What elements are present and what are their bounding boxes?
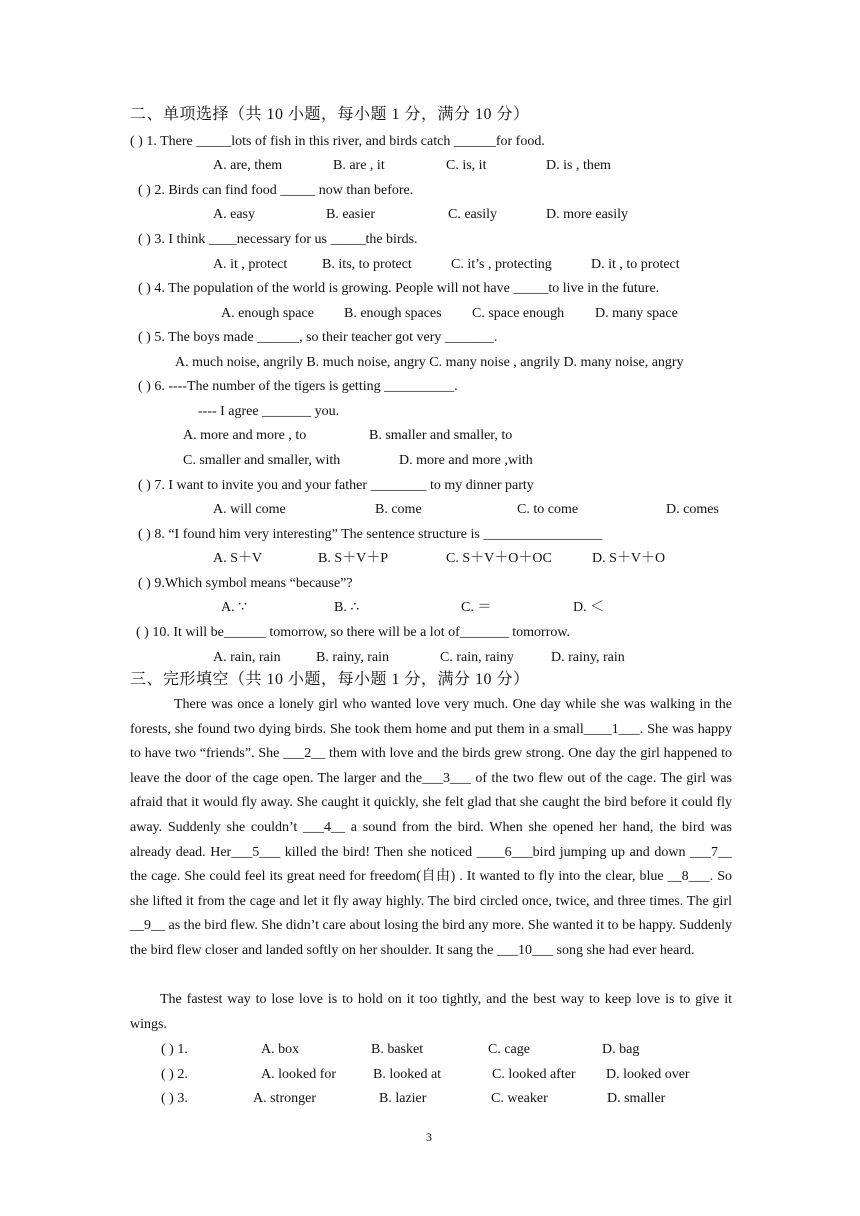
cloze-item-1-option-a: A. box — [261, 1042, 300, 1057]
question-7-option-c: C. to come — [517, 502, 579, 517]
question-10-option-b: B. rainy, rain — [316, 650, 389, 665]
question-10-option-d: D. rainy, rain — [551, 650, 625, 665]
cloze-conclusion: The fastest way to lose love is to hold on it too tightly, and the best way to keep love is to give it wings. — [130, 992, 732, 1032]
cloze-item-3-option-b: B. lazier — [379, 1091, 427, 1106]
question-1-stem: ( ) 1. There _____lots of fish in this river, and birds catch ______for food. — [130, 134, 545, 149]
question-9-option-b: B. ∴ — [334, 600, 360, 615]
question-6-option-a: A. more and more , to — [183, 428, 307, 443]
question-2-stem: ( ) 2. Birds can find food _____ now than before. — [138, 183, 414, 198]
question-9-option-d: D. ＜ — [573, 600, 605, 615]
cloze-item-1-stem: ( ) 1. — [161, 1042, 188, 1057]
question-3-option-a: A. it , protect — [213, 257, 288, 272]
question-1-option-a: A. are, them — [213, 158, 283, 173]
question-2-option-c: C. easily — [448, 207, 497, 222]
cloze-item-2-option-a: A. looked for — [261, 1067, 337, 1082]
question-3-option-d: D. it , to protect — [591, 257, 680, 272]
question-10-option-c: C. rain, rainy — [440, 650, 514, 665]
question-4-option-d: D. many space — [595, 306, 678, 321]
question-6-reply: ---- I agree _______ you. — [198, 404, 340, 419]
question-4-option-c: C. space enough — [472, 306, 565, 321]
page-number: 3 — [426, 1130, 432, 1144]
section-2-heading: 二、单项选择（共 10 小题，每小题 1 分，满分 10 分） — [130, 106, 530, 123]
question-6-option-c: C. smaller and smaller, with — [183, 453, 341, 468]
question-7-option-b: B. come — [375, 502, 422, 517]
question-6-option-d: D. more and more ,with — [399, 453, 533, 468]
question-9-stem: ( ) 9.Which symbol means “because”? — [138, 576, 353, 591]
question-6-stem: ( ) 6. ----The number of the tigers is getting __________. — [138, 379, 458, 394]
question-5-options: A. much noise, angrily B. much noise, angry C. many noise , angrily D. many noise, angry — [175, 355, 684, 370]
question-10-option-a: A. rain, rain — [213, 650, 281, 665]
cloze-item-3-option-d: D. smaller — [607, 1091, 666, 1106]
cloze-item-2-stem: ( ) 2. — [161, 1067, 188, 1082]
question-1-option-d: D. is , them — [546, 158, 611, 173]
question-7-option-a: A. will come — [213, 502, 286, 517]
question-4-option-a: A. enough space — [221, 306, 314, 321]
question-2-option-d: D. more easily — [546, 207, 629, 222]
section-3-heading: 三、完形填空（共 10 小题，每小题 1 分，满分 10 分） — [130, 671, 530, 688]
question-10-stem: ( ) 10. It will be______ tomorrow, so there will be a lot of_______ tomorrow. — [136, 625, 571, 640]
cloze-item-1-option-b: B. basket — [371, 1042, 424, 1057]
cloze-item-3-option-a: A. stronger — [253, 1091, 316, 1106]
cloze-item-2-option-d: D. looked over — [606, 1067, 690, 1082]
question-3-stem: ( ) 3. I think ____necessary for us _____the birds. — [138, 232, 418, 247]
question-4-option-b: B. enough spaces — [344, 306, 442, 321]
cloze-item-1-option-c: C. cage — [488, 1042, 530, 1057]
question-6-option-b: B. smaller and smaller, to — [369, 428, 513, 443]
question-3-option-c: C. it’s , protecting — [451, 257, 552, 272]
question-8-option-a: A. S＋V — [213, 551, 263, 566]
cloze-item-2-option-c: C. looked after — [492, 1067, 576, 1082]
question-8-option-b: B. S＋V＋P — [318, 551, 389, 566]
cloze-item-3-stem: ( ) 3. — [161, 1091, 188, 1106]
cloze-item-2-option-b: B. looked at — [373, 1067, 442, 1082]
question-9-option-c: C. ＝ — [461, 600, 492, 615]
question-2-option-a: A. easy — [213, 207, 255, 222]
question-3-option-b: B. its, to protect — [322, 257, 412, 272]
question-2-option-b: B. easier — [326, 207, 375, 222]
cloze-passage: There was once a lonely girl who wanted love very much. One day while she was walking in the forests, she found two dying birds. She took them home and put them in a small____1___. She was happy to have two “friends”. She ___2__ them with love and the birds grew strong. One day the girl happened to leave the door of the cage open. The larger and the___3___ of the two flew out of the cage. The girl was afraid that it would fly away. She caught it quickly, she felt glad that she caught the bird before it could fly away. Suddenly she couldn’t ___4__ a sound from the bird. When she opened her hand, the bird was already dead. Her___5___ killed the bird! Then she noticed ____6___bird jumping up and down ___7__ the cage. She could feel its great need for freedom(自由) . It wanted to fly into the clear, blue __8___. So she lifted it from the cage and let it fly away highly. The bird circled once, twice, and three times. The girl __9__ as the bird flew. She didn’t care about losing the bird any more. She wanted it to be happy. Suddenly the bird flew closer and landed softly on her shoulder. It sang the ___10___ song she had ever heard. — [130, 697, 732, 958]
question-7-option-d: D. comes — [666, 502, 719, 517]
cloze-item-3-option-c: C. weaker — [491, 1091, 548, 1106]
question-8-option-c: C. S＋V＋O＋OC — [446, 551, 552, 566]
question-9-option-a: A. ∵ — [221, 600, 248, 615]
question-4-stem: ( ) 4. The population of the world is growing. People will not have _____to live in the future. — [138, 281, 660, 296]
question-7-stem: ( ) 7. I want to invite you and your father ________ to my dinner party — [138, 478, 534, 493]
question-5-stem: ( ) 5. The boys made ______, so their teacher got very _______. — [138, 330, 498, 345]
question-1-option-b: B. are , it — [333, 158, 385, 173]
question-8-option-d: D. S＋V＋O — [592, 551, 666, 566]
question-1-option-c: C. is, it — [446, 158, 487, 173]
cloze-item-1-option-d: D. bag — [602, 1042, 640, 1057]
question-8-stem: ( ) 8. “I found him very interesting” The sentence structure is _________________ — [138, 527, 603, 542]
